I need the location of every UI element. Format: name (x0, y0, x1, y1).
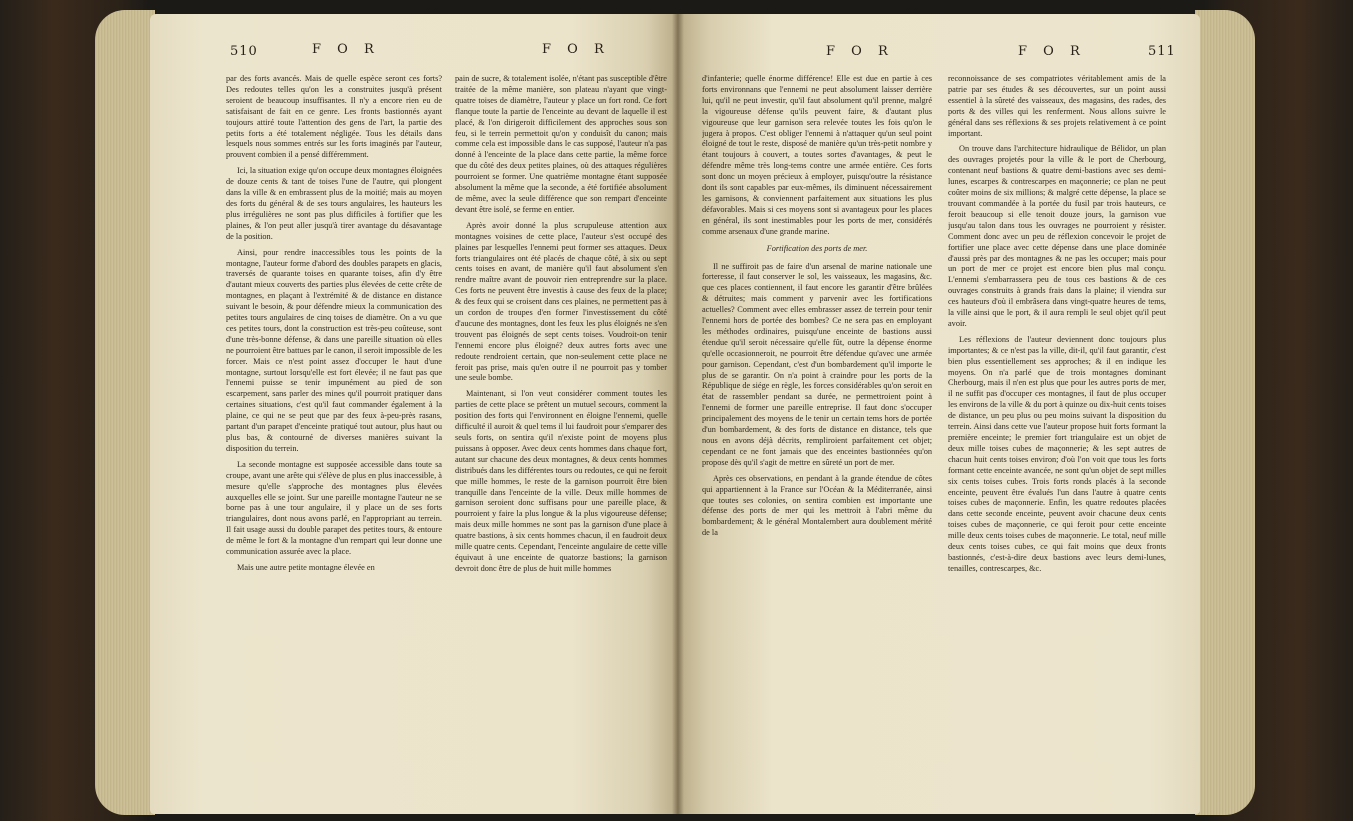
paragraph: Après avoir donné la plus scrupuleuse attention aux montagnes voisines de cette place, l'auteur s'est occupé des plaines par lesquelles l'ennemi peut former ses attaques. Deux forts triangulaires ont été placés de chaque côté, à six ou sept cents toises en avant, de manière qu'il faut absolument s'en rendre maître avant de pouvoir rien entreprendre sur la place. Ces forts ne peuvent être investis à cause des feux de la place; & des feux qui se croisent dans ces plaines, ne permettent pas à un cordon de troupes d'en former l'investissement du côté d'aucune des montagnes, dont les feux les plus éloignés ne s'en trouvent pas éloignés de sept cents toises. Voudroit-on tenir l'ennemi encore plus éloigné? deux autres forts avec une redoute rendroient certain, que non-seulement cette place ne feroit pas prise, mais qu'en outre il ne pourroit pas y tomber une seule bombe. (455, 220, 667, 383)
paragraph: Maintenant, si l'on veut considérer comment toutes les parties de cette place se prêtent un mutuel secours, comment la position des forts qui l'environnent en éloigne l'ennemi, quelle difficulté il auroit & quel tems il lui faudroit pour s'emparer des seuls forts, on sentira qu'il n'existe point de moyens plus puissans à opposer. Avec deux cents hommes dans chaque fort, autant sur chacune des deux montagnes, & deux cents hommes distribués dans les différentes tours ou redoutes, ce qui ne feroit que mille hommes, le reste de la garnison pourroit être bien tranquille dans l'enceinte de la ville. Deux mille hommes de garnison seroient donc suffisans pour une pareille place, & pourroient y faire la plus longue & la plus vigoureuse défense; mais deux mille hommes ne sont pas la garnison d'une place à quatre bastions, à six cents hommes chacun, il en faudroit deux mille quatre cents. Cependant, l'enceinte angulaire de cette ville équivaut à une enceinte de quatorze bastions; la garnison devroit donc être de plus de huit mille hommes (455, 389, 667, 573)
paragraph: On trouve dans l'architecture hidraulique de Bélidor, un plan des ouvrages projetés pour la ville & le port de Cherbourg, contenant neuf bastions & quatre demi-bastions avec ses demi-lunes, escarpes & contrescarpes en maçonnerie; ce plan ne peut coûter moins de six millions; & malgré cette dépense, la place se trouvant commandée à la portée du fusil par trois hauteurs, ce feroit beaucoup si elle tenoit douze jours, la garnison vue jusqu'au talon dans tous les ouvrages ne pourroient y résister. Comment donc avec un peu de réflexion concevoir le projet de fortifier une place avec cette dépense dans une place dominée d'aussi près par des montagnes & ne pas les occuper; mais pour un port de mer ce projet est encore bien plus mal conçu. L'ennemi s'embarrassera peu de tous ces bastions & de ces ouvrages construits à grands frais dans la plaine; il viendra sur ces hauteurs d'où il embrâsera dans vingt-quatre heures de tems, la ville ainsi que le port, & il aura rempli le seul objet qu'il peut avoir. (948, 144, 1166, 328)
right-page-number: 511 (1148, 44, 1176, 59)
paragraph: Ici, la situation exige qu'on occupe deux montagnes éloignées de douze cents & tant de toises l'une de l'autre, qui plongent dans la ville & en embrassent plus de la moitié; mais au moyen des forts du général & de ses tours angulaires, les hauteurs les plus irrégulières ne sont pas plus difficiles à fortifier que les plaines, & l'on peut aller jusqu'à tirer avantage du désavantage de la position. (226, 166, 442, 241)
paragraph: Il ne suffiroit pas de faire d'un arsenal de marine nationale une forteresse, il faut conserver le sol, les vaisseaux, les magasins, &c. que ces places contiennent, il faut encore les garantir d'être brûlées & détruites; mais comment y parvenir avec les fortifications actuelles? Comment avec elles embrasser assez de terrein pour tenir l'ennemi hors de portée des bombes? Ce ne sera pas en employant les méthodes ordinaires, puisqu'une enceinte de bastions aussi étendue qu'il seroit nécessaire qu'elle fût, outre la dépense énorme qu'elle occasionneroit, ne pourroit être défendue qu'avec une armée pour garnison. Cependant, c'est d'un bombardement qu'il importe le plus de se garantir. On n'a point à craindre pour les ports de la République de siége en règle, les forces considérables qu'on seroit en état de rassembler pendant sa durée, ne permettroient point à l'ennemi de former une pareille entreprise. Il faut donc s'occuper principalement des moyens de le tenir un certain tems hors de portée d'un bombardement, & des forts de distance en distance, tels que nous en avons déjà décrits, rempliroient parfaitement cet objet; cependant ce ne font jamais que des enceintes bastionnées qu'on propose dès qu'il s'agit de mettre en sûreté un port de mer. (702, 261, 932, 467)
right-page-edges (1195, 10, 1255, 815)
right-running-head-1: F O R (826, 44, 894, 59)
text-column-3 (702, 74, 932, 809)
left-running-head-2: F O R (542, 42, 610, 57)
paragraph: Mais une autre petite montagne élevée en (237, 562, 375, 572)
right-running-head-2: F O R (1018, 44, 1086, 59)
paragraph: reconnoissance de ses compatriotes véritablement amis de la patrie par ses études & ses découvertes, sur un point aussi essentiel à la sûreté des vaisseaux, des magasins, des rades, des ports & des villes qui les renferment. Nous allons suivre le général dans ses réflexions & ses projets relativement à ce point important. (948, 74, 1166, 138)
text-column-1 (226, 74, 442, 814)
left-page-edges (95, 10, 155, 815)
paragraph: Ainsi, pour rendre inaccessibles tous les points de la montagne, l'auteur forme d'abord des doubles parapets en glacis, traversés de quarante toises en quarante toises, afin d'y être d'autant mieux couverts des parties plus élevées de cette crête de montagnes, en plaçant à l'extrémité & de distance en distance suivant le besoin, & pour défendre mieux la communication des petites tours angulaires de cinq toises de diamètre. On a vu que ces petites tours, dont la construction est très-peu coûteuse, sont d'une très-bonne défense, & dans une pareille situation où elles ne pourroient être battues par le canon, il seroit impossible de les forcer. Mais ce n'est point assez d'occuper le haut d'une montagne, surtout lorsqu'elle est fort élevée; il ne faut pas que l'ennemi puisse se tenir impunément au pied de son escarpement, sans parler des mines qu'il pourroit pratiquer dans certaines situations, c'est qu'il faut commander également à la plaine, ce qui ne se peut que par des feux à-peu-près rasans, partant d'un parapet d'enceinte pratiqué tout autour, plus haut ou plus bas, & contourné de diverses manières suivant la disposition du terrein. (226, 247, 442, 453)
left-page-number: 510 (230, 44, 258, 59)
right-page (678, 14, 1200, 814)
text-column-4 (948, 74, 1166, 809)
right-page-header (678, 44, 1200, 64)
section-subheading: Fortification des ports de mer. (766, 243, 868, 253)
book-gutter (672, 14, 684, 814)
paragraph: pain de sucre, & totalement isolée, n'étant pas susceptible d'être traitée de la même manière, son plateau n'ayant que vingt-quatre toises de diamètre, l'auteur y place un fort rond. Ce fort flanque toute la partie de l'enceinte au devant de laquelle il est placé, & l'on dirigeroit difficilement des approches sous son feu, si le terrein permettoit qu'on y conduisît du canon; mais comme cela est impossible dans le cas supposé, l'auteur n'a pas donné à l'enceinte de la place dans cette partie, la même force que du côté des deux petites plaines, où des attaques régulières pourroient se former. Une quatrième montagne étant supposée absolument la même que la seconde, a été fortifiée absolument de même, avec la seule différence que son rempart d'enceinte devant être isolé, se ferme en entier. (455, 74, 667, 214)
left-running-head-1: F O R (312, 42, 380, 57)
left-page-header (150, 44, 678, 64)
paragraph: d'infanterie; quelle énorme différence! Elle est due en partie à ces forts environnans que l'ennemi ne peut absolument laisser derrière lui, qu'il ne peut investir, qu'il faut absolument qu'il prenne, malgré la vigoureuse défense qu'ils peuvent faire, & d'autant plus vigoureuse que leur garnison sera relevée toutes les fois qu'on le jugera à propos. C'est obliger l'ennemi à n'attaquer qu'un seul point éloigné de tout le reste, disposé de manière qu'un très-petit nombre y étant toujours à couvert, a toutes sortes d'avantages, & peut le défendre même très long-tems contre une armée entière. Ces forts sont donc un moyen précieux à employer, puisqu'outre la résistance dont ils sont capables par eux-mêmes, ils diminuent nécessairement les garnisons, & conviennent parfaitement aux situations les plus défavorables. Mais si ces moyens sont si avantageux pour les places en général, ils sont inestimables pour les ports de mer, considérés comme arsenaux d'une grande marine. (702, 74, 932, 236)
paragraph: par des forts avancés. Mais de quelle espèce seront ces forts? Des redoutes telles qu'on les a construites jusqu'à présent seroient de beaucoup insuffisantes. Il n'y a encore rien eu de satisfaisant de fait en ce genre. Les fronts bastionnés ayant toujours attiré toute l'attention des gens de l'art, la partie des petits forts a été totalement négligée. Tous les détails dans lesquels nous sommes entrés sur les forts imaginés par l'auteur, prouvent combien il a pensé différemment. (226, 74, 442, 160)
paragraph: Après ces observations, en pendant à la grande étendue de côtes qui appartiennent à la France sur l'Océan & la Méditerranée, ainsi que toutes ses colonies, on sentira combien est importante une défense des ports de mer qui les mettroit à l'abri même du bombardement; & le général Montalembert aura doublement mérité de la (702, 473, 932, 538)
text-column-2 (455, 74, 667, 814)
left-page (150, 14, 678, 814)
paragraph: La seconde montagne est supposée accessible dans toute sa croupe, avant une arête qui s'élève de plus en plus inaccessible, à mesure qu'elle s'approche des montagnes plus élevées auxquelles elle se joint. Sur une pareille montagne l'auteur ne se borne pas à une tour angulaire, il y place un de ses forts triangulaires, dont nous avons parlé, en l'appropriant au terrein. Il fait usage aussi du double parapet des petites tours, & entoure de même le fort & la montagne d'un rempart qui leur donne une communication assurée avec la place. (226, 459, 442, 557)
paragraph: Les réflexions de l'auteur deviennent donc toujours plus importantes; & ce n'est pas la ville, dit-il, qu'il faut garantir, c'est bien plus essentiellement ses approches; & il en indique les moyens. On n'a parlé que de trois montagnes dominant Cherbourg, mais il n'en est plus que pour les autres ports de mer, il ne suffit pas d'occuper ces montagnes, il faut de plus occuper les environs de la ville & du port à quinze ou dix-huit cents toises de distance, un peu plus ou peu moins suivant la disposition du terrein. Ainsi dans cette vue l'auteur propose huit forts formant la première enceinte; le premier fort triangulaire est un objet de deux mille toises cubes de maçonnerie; & les sept autres de chacun huit cents toises environ; d'où l'on voit que tous les forts formant cette enceinte avancée, ne sont qu'un objet de sept milles six cents toises cubes. Trois forts ronds placés à la seconde enceinte, peuvent être évalués l'un dans l'autre à quatre cents toises cubes de maçonnerie. Enfin, les quatre redoutes placées dans cette seconde enceinte, peuvent avoir chacune deux cents toises cubes de maçonnerie, ce qui feroit pour cette enceinte mille deux cents toises cubes de maçonnerie. Le total, neuf mille deux cents toises cubes, ce qui fait moins que deux fronts bastionnés, c'est-à-dire deux bastions avec leurs demi-lunes, tenailles, contrescarpes, &c. (948, 334, 1166, 573)
